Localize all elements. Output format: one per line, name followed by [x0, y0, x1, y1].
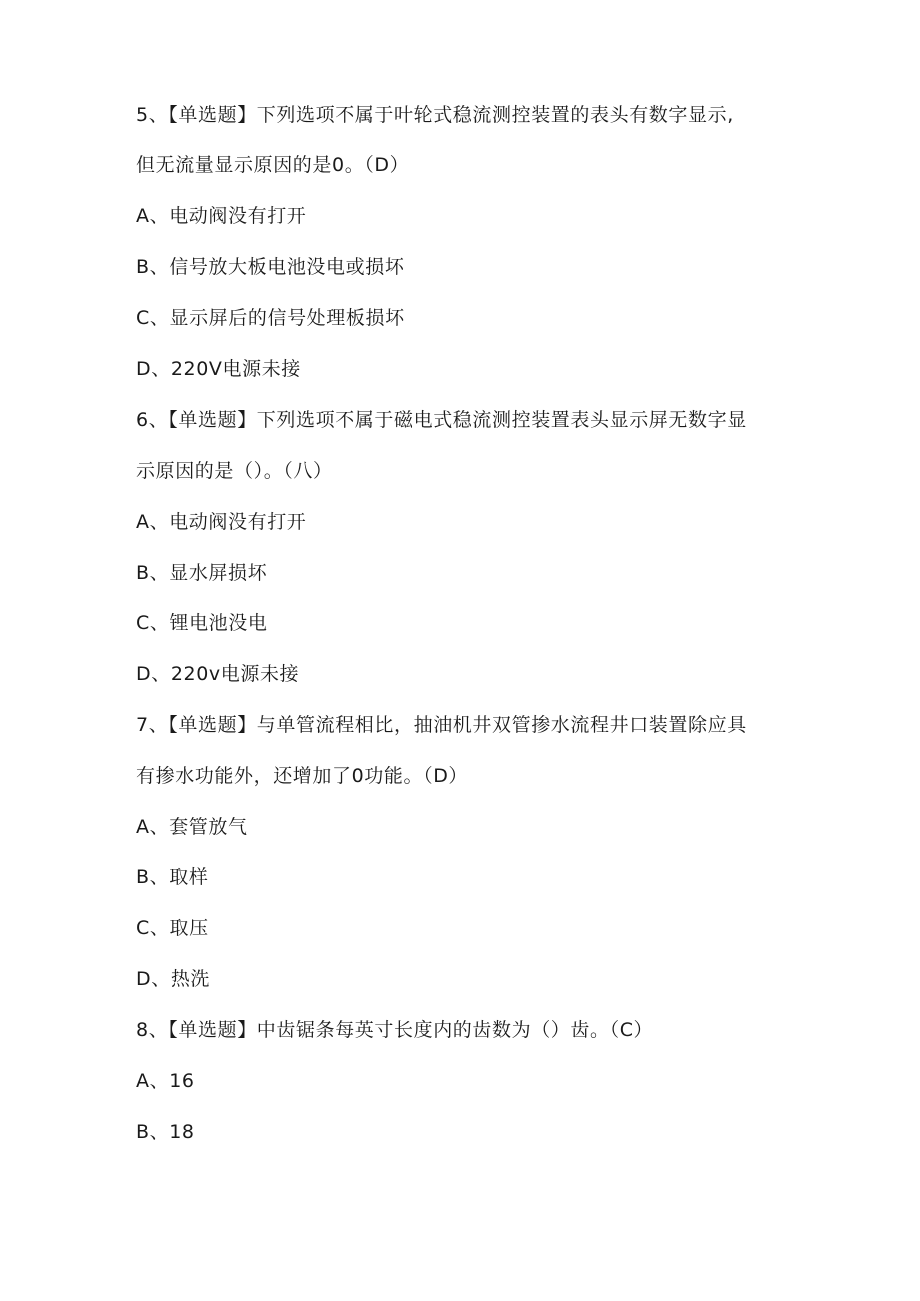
question-6-option-a: A、电动阀没有打开 [136, 511, 307, 533]
question-7-stem-line-1: 7、【单选题】与单管流程相比，抽油机井双管掺水流程井口装置除应具 [136, 714, 747, 736]
question-5-option-a: A、电动阀没有打开 [136, 205, 307, 227]
question-6-stem-line-1: 6、【单选题】下列选项不属于磁电式稳流测控装置表头显示屏无数字显 [136, 409, 747, 431]
question-8-option-b: B、18 [136, 1121, 195, 1143]
question-5-option-b: B、信号放大板电池没电或损坏 [136, 256, 405, 278]
question-6-stem-line-2: 示原因的是（）。（八） [136, 460, 333, 482]
question-7-option-a: A、套管放气 [136, 816, 248, 838]
question-6-option-c: C、锂电池没电 [136, 612, 268, 634]
question-7-stem-line-2: 有掺水功能外，还增加了0功能。（D） [136, 765, 469, 787]
question-7-option-d: D、热洗 [136, 968, 211, 990]
question-5-stem-line-1: 5、【单选题】下列选项不属于叶轮式稳流测控装置的表头有数字显示, [136, 104, 734, 126]
question-7-option-c: C、取压 [136, 917, 209, 939]
question-5-option-d: D、220V电源未接 [136, 358, 301, 380]
question-5-option-c: C、显示屏后的信号处理板损坏 [136, 307, 405, 329]
question-7-option-b: B、取样 [136, 866, 209, 888]
question-8-stem-line-1: 8、【单选题】中齿锯条每英寸长度内的齿数为（）齿。（C） [136, 1019, 654, 1041]
question-6-option-b: B、显水屏损坏 [136, 562, 268, 584]
question-6-option-d: D、220v电源未接 [136, 663, 300, 685]
question-8-option-a: A、16 [136, 1070, 195, 1092]
question-5-stem-line-2: 但无流量显示原因的是0。（D） [136, 154, 410, 176]
